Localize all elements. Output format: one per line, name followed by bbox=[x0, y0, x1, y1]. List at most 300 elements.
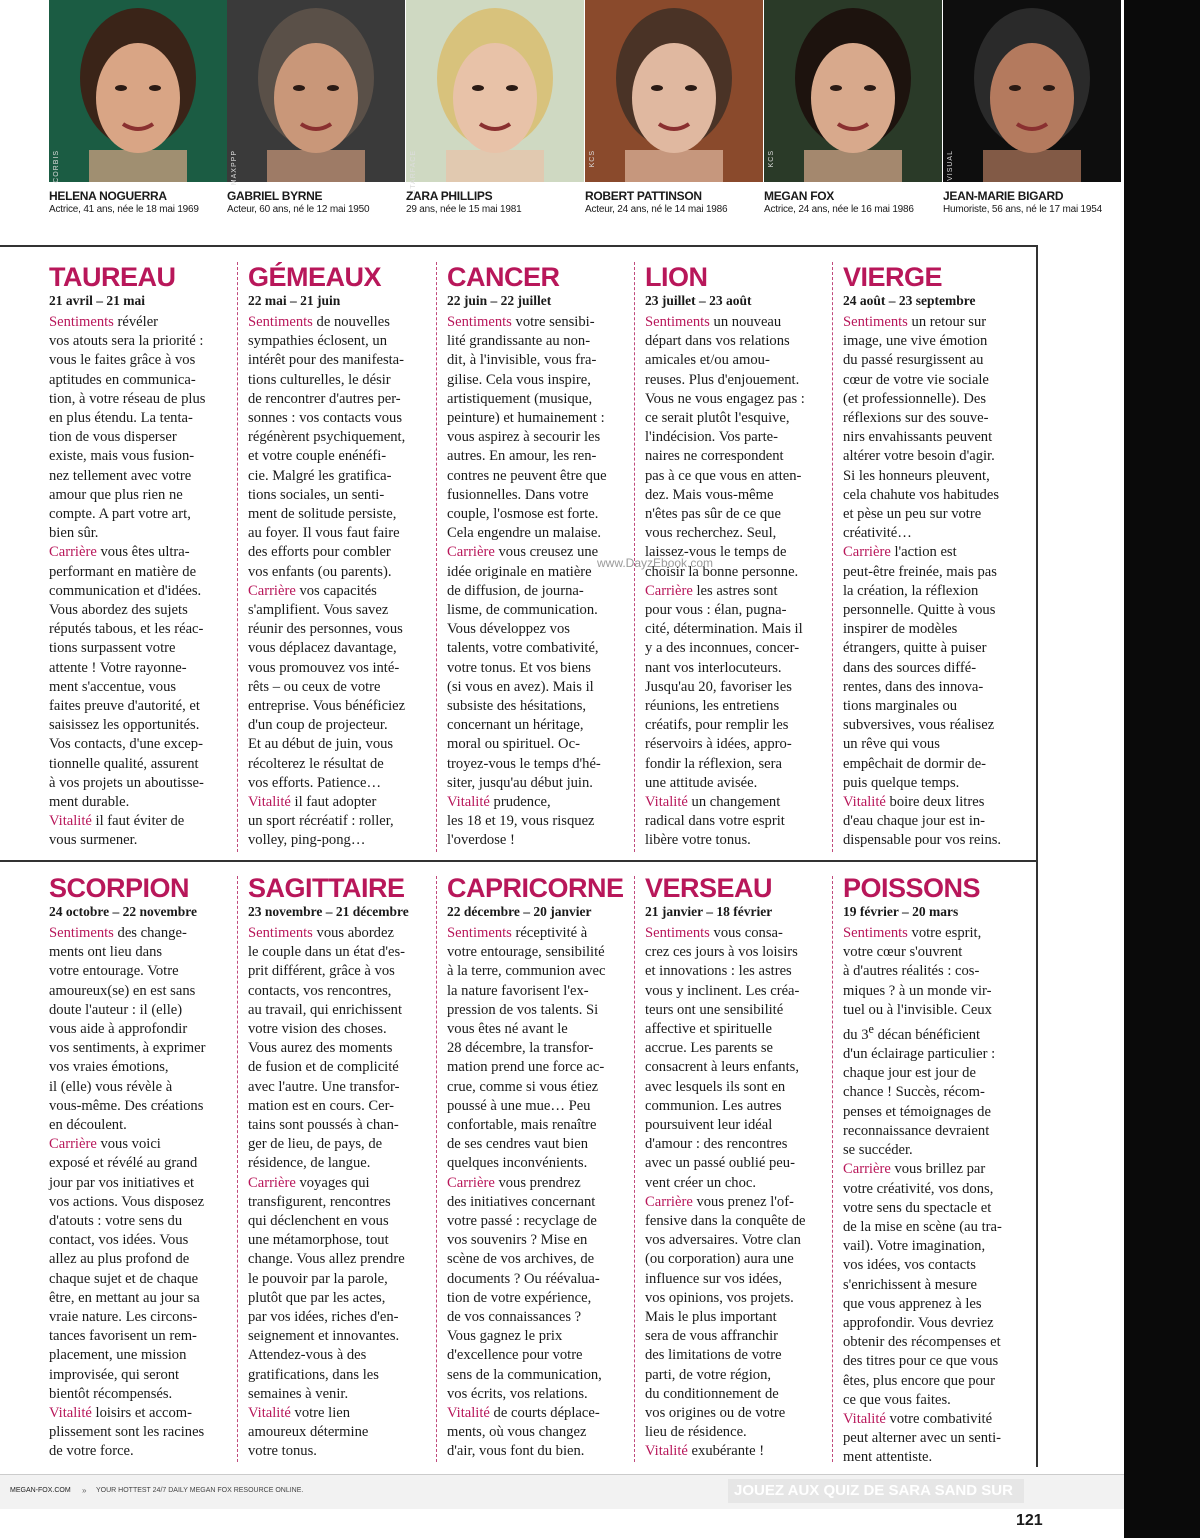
text-line: poursuivent leur idéal bbox=[645, 1117, 773, 1134]
text-line: fensive dans la conquête de bbox=[645, 1213, 806, 1230]
celebrity-card bbox=[406, 0, 584, 225]
text-line: Sentiments de nouvelles bbox=[248, 314, 390, 330]
text-line: (ou corporation) aura une bbox=[645, 1251, 794, 1268]
text-line: ce que vous faites. bbox=[843, 1391, 951, 1408]
text-line: nirs envahissants peuvent bbox=[843, 429, 993, 446]
text-line: mation prend une force ac- bbox=[447, 1059, 605, 1076]
sign-title: TAUREAU bbox=[49, 262, 176, 292]
page-edge-strip bbox=[1124, 0, 1200, 1538]
text-line: Vitalité il faut adopter bbox=[248, 794, 377, 811]
text-line: Vitalité votre combativité bbox=[843, 1410, 993, 1427]
text-line: Vous gagnez le prix bbox=[447, 1328, 563, 1345]
text-line: communication et d'idées. bbox=[49, 582, 202, 599]
text-line: Sentiments un nouveau bbox=[645, 314, 782, 330]
text-line: talents, votre combativité, bbox=[447, 640, 599, 657]
sign-dates: 24 août – 23 septembre bbox=[843, 293, 976, 308]
text-line: ment attentiste. bbox=[843, 1449, 933, 1466]
text-line: Vitalité il faut éviter de bbox=[49, 813, 185, 830]
text-line: des titres pour ce que vous bbox=[843, 1353, 999, 1370]
celebrity-photo bbox=[585, 0, 763, 182]
text-line: vous surmener. bbox=[49, 832, 138, 849]
text-line: contres ne peuvent être que bbox=[447, 467, 607, 484]
text-line: Vous abordez des sujets bbox=[49, 602, 188, 619]
footer-bar bbox=[0, 1474, 1124, 1509]
text-line: amicales et/ou amou- bbox=[645, 352, 770, 369]
text-line: régénèrent psychiquement, bbox=[248, 429, 406, 446]
text-line: contacts, vos rencontres, bbox=[248, 982, 392, 999]
text-line: choisir la bonne personne. bbox=[645, 563, 799, 580]
text-line: d'air, vous font du bien. bbox=[447, 1443, 585, 1460]
sign-title: POISSONS bbox=[843, 873, 981, 903]
text-line: Mais le plus important bbox=[645, 1309, 777, 1326]
text-line: Et au début de juin, vous bbox=[248, 736, 394, 753]
sign-text bbox=[645, 313, 823, 851]
text-line: doute l'auteur : il (elle) bbox=[49, 1001, 183, 1018]
sign-text bbox=[248, 924, 426, 1462]
footer-arrow-icon: » bbox=[82, 1486, 87, 1495]
text-line: étrangers, quitte à puiser bbox=[843, 640, 987, 657]
text-line: documents ? Ou réévalua- bbox=[447, 1270, 600, 1287]
text-line: sympathies éclosent, un bbox=[248, 333, 388, 350]
text-line: l'indécision. Vos parte- bbox=[645, 429, 779, 446]
text-line: vraie nature. Les circons- bbox=[49, 1309, 198, 1326]
celebrity-info: Acteur, 24 ans, né le 14 mai 1986 bbox=[585, 204, 728, 215]
sign-sagittaire bbox=[248, 873, 426, 1462]
text-line: performant en matière de bbox=[49, 563, 197, 580]
text-line: vous êtes né avant le bbox=[447, 1021, 568, 1038]
celebrity-photo bbox=[943, 0, 1121, 182]
celebrity-card bbox=[764, 0, 942, 225]
text-line: attente ! Votre rayonne- bbox=[49, 659, 187, 676]
text-line: chance ! Succès, récom- bbox=[843, 1084, 985, 1101]
sign-title: SCORPION bbox=[49, 873, 190, 903]
text-line: Carrière vous brillez par bbox=[843, 1161, 986, 1178]
text-line: il (elle) vous révèle à bbox=[49, 1078, 173, 1095]
text-line: cité, détermination. Mais il bbox=[645, 621, 803, 638]
text-line: avec un passé oublié peu- bbox=[645, 1155, 795, 1172]
text-line: vos idées, vos contacts bbox=[843, 1257, 976, 1274]
text-line: quelques inconvénients. bbox=[447, 1155, 588, 1172]
text-line: chaque sujet et de chaque bbox=[49, 1270, 199, 1287]
text-line: allez au plus profond de bbox=[49, 1251, 190, 1268]
text-line: des efforts pour combler bbox=[248, 544, 391, 561]
text-line: l'overdose ! bbox=[447, 832, 515, 849]
text-line: vous déplacez davantage, bbox=[248, 640, 397, 657]
text-line: en plus étendu. La tenta- bbox=[49, 410, 193, 427]
text-line: dispensable pour vos reins. bbox=[843, 832, 1002, 849]
text-line: vous promouvez vos inté- bbox=[248, 659, 400, 676]
text-line: existe, mais vous fusion- bbox=[49, 448, 195, 465]
text-line: se succéder. bbox=[843, 1142, 913, 1159]
text-line: vous-même. Des créations bbox=[49, 1097, 204, 1114]
sign-title: GÉMEAUX bbox=[248, 262, 382, 292]
grid-middle-rule bbox=[0, 860, 1038, 862]
text-line: peinture) et humainement : bbox=[447, 410, 605, 427]
text-line: (et professionnelle). Des bbox=[843, 390, 987, 407]
text-line: vos origines ou de votre bbox=[645, 1405, 786, 1422]
text-line: d'excellence pour votre bbox=[447, 1347, 583, 1364]
text-line: subsiste des hésitations, bbox=[447, 698, 587, 715]
text-line: du 3e décan bénéficient bbox=[843, 1022, 981, 1043]
text-line: reconnaissance devraient bbox=[843, 1122, 990, 1139]
text-line: mation est en cours. Cer- bbox=[248, 1097, 395, 1114]
text-line: vos adversaires. Votre clan bbox=[645, 1232, 801, 1249]
text-line: Vitalité prudence, bbox=[447, 794, 551, 811]
text-line: peut-être freinée, mais pas bbox=[843, 563, 997, 580]
photo-credit: KCS bbox=[768, 150, 775, 168]
photo-credit: STARFACE bbox=[410, 150, 417, 195]
text-line: Carrière voyages qui bbox=[248, 1174, 370, 1191]
text-line: ment de solitude persiste, bbox=[248, 506, 397, 523]
text-line: influence sur vos idées, bbox=[645, 1270, 782, 1287]
text-line: Vitalité loisirs et accom- bbox=[49, 1405, 192, 1422]
text-line: artistiquement (musique, bbox=[447, 390, 593, 407]
text-line: et votre couple enénéfi- bbox=[248, 448, 387, 465]
text-line: compte. A part votre art, bbox=[49, 506, 191, 523]
text-line: ment s'accentue, vous bbox=[49, 678, 177, 695]
text-line: Vitalité boire deux litres bbox=[843, 794, 985, 811]
text-line: de vos connaissances ? bbox=[447, 1309, 582, 1326]
text-line: vos souvenirs ? Mise en bbox=[447, 1232, 588, 1249]
text-line: tion de votre expérience, bbox=[447, 1289, 592, 1306]
sign-title: LION bbox=[645, 262, 708, 292]
text-line: Carrière vous creusez une bbox=[447, 544, 599, 561]
text-line: avec l'autre. Une transfor- bbox=[248, 1078, 400, 1095]
text-line: vent créer un choc. bbox=[645, 1174, 757, 1191]
sign-scorpion bbox=[49, 873, 227, 1462]
text-line: lieu de résidence. bbox=[645, 1424, 747, 1441]
text-line: Vous aurez des moments bbox=[248, 1040, 393, 1057]
photo-credit: MAXPPP bbox=[231, 150, 238, 186]
text-line: votre entourage, sensibilité bbox=[447, 944, 605, 961]
text-line: d'un coup de projecteur. bbox=[248, 717, 388, 734]
text-line: réputés tabous, et les réac- bbox=[49, 621, 204, 638]
text-line: consacrent à leurs enfants, bbox=[645, 1059, 799, 1076]
text-line: tion de vous disperser bbox=[49, 429, 177, 446]
sign-dates: 22 mai – 21 juin bbox=[248, 293, 341, 308]
sign-title: CANCER bbox=[447, 262, 560, 292]
text-line: êtes, plus encore que pour bbox=[843, 1372, 995, 1389]
text-line: parti, de votre région, bbox=[645, 1366, 772, 1383]
text-line: votre tonus. Et vos biens bbox=[447, 659, 591, 676]
text-line: communion. Les autres bbox=[645, 1097, 782, 1114]
text-line: les 18 et 19, vous risquez bbox=[447, 813, 595, 830]
text-line: Carrière vous voici bbox=[49, 1136, 161, 1153]
text-line: affective et spirituelle bbox=[645, 1021, 772, 1038]
text-line: ger de lieu, de pays, de bbox=[248, 1136, 383, 1153]
text-line: obtenir des récompenses et bbox=[843, 1334, 1001, 1351]
text-line: contact, vos idées. Vous bbox=[49, 1232, 189, 1249]
text-line: bientôt récompensés. bbox=[49, 1385, 173, 1402]
text-line: accrue. Les parents se bbox=[645, 1040, 774, 1057]
text-line: de fusion et de complicité bbox=[248, 1059, 399, 1076]
celebrity-info: 29 ans, née le 15 mai 1981 bbox=[406, 204, 522, 215]
text-line: faites preuve d'autorité, et bbox=[49, 698, 200, 715]
text-line: votre cœur s'ouvrent bbox=[843, 944, 963, 961]
text-line: Carrière les astres sont bbox=[645, 582, 778, 599]
text-line: résidence, de langue. bbox=[248, 1155, 371, 1172]
text-line: Carrière vous êtes ultra- bbox=[49, 544, 190, 561]
text-line: altérer votre besoin d'agir. bbox=[843, 448, 995, 465]
text-line: tions surpassent votre bbox=[49, 640, 176, 657]
column-divider bbox=[832, 876, 833, 1462]
sign-text bbox=[645, 924, 823, 1462]
text-line: Sentiments révéler bbox=[49, 314, 159, 330]
text-line: dez. Mais vous-même bbox=[645, 486, 774, 503]
footer-slogan: YOUR HOTTEST 24/7 DAILY MEGAN FOX RESOURCE ONLINE. bbox=[96, 1487, 304, 1494]
photo-credit: KCS bbox=[589, 150, 596, 168]
text-line: de votre force. bbox=[49, 1443, 134, 1460]
sign-dates: 19 février – 20 mars bbox=[843, 904, 959, 919]
text-line: dit, à l'invisible, vous fra- bbox=[447, 352, 597, 369]
text-line: peut alterner avec un senti- bbox=[843, 1430, 1002, 1447]
column-divider bbox=[634, 876, 635, 1462]
text-line: rentes, dans des innova- bbox=[843, 678, 984, 695]
celebrity-info: Actrice, 24 ans, née le 16 mai 1986 bbox=[764, 204, 914, 215]
text-line: au travail, qui enrichissent bbox=[248, 1001, 402, 1018]
text-line: tances favorisent un rem- bbox=[49, 1328, 197, 1345]
text-line: reuses. Plus d'enjouement. bbox=[645, 371, 800, 388]
text-line: ment durable. bbox=[49, 794, 130, 811]
text-line: ments ont lieu dans bbox=[49, 944, 163, 961]
text-line: dans des sources diffé- bbox=[843, 659, 977, 676]
text-line: de la mise en scène (au tra- bbox=[843, 1218, 1002, 1235]
text-line: le couple dans un état d'es- bbox=[248, 944, 406, 961]
text-line: de ses cendres vaut bien bbox=[447, 1136, 589, 1153]
text-line: vous le faites grâce à vos bbox=[49, 352, 196, 369]
text-line: tions culturelles, le désir bbox=[248, 371, 391, 388]
sign-text bbox=[843, 924, 1021, 1468]
text-line: une attitude avisée. bbox=[645, 774, 758, 791]
sign-title: CAPRICORNE bbox=[447, 873, 624, 903]
text-line: la nature favorisent l'ex- bbox=[447, 982, 589, 999]
text-line: Sentiments un retour sur bbox=[843, 314, 987, 330]
text-line: vos opinions, vos projets. bbox=[645, 1289, 794, 1306]
text-line: vous aide à approfondir bbox=[49, 1021, 188, 1038]
celebrity-name: JEAN-MARIE BIGARD bbox=[943, 189, 1064, 203]
text-line: à d'autres réalités : cos- bbox=[843, 963, 980, 980]
text-line: Vitalité un changement bbox=[645, 794, 781, 811]
text-line: crez ces jours à vos loisirs bbox=[645, 944, 798, 961]
text-line: Carrière vous prenez l'of- bbox=[645, 1193, 794, 1210]
text-line: cœur de votre vie sociale bbox=[843, 371, 989, 388]
text-line: Vitalité de courts déplace- bbox=[447, 1405, 600, 1422]
text-line: vos atouts sera la priorité : bbox=[49, 333, 204, 350]
text-line: à vos projets un aboutisse- bbox=[49, 774, 204, 791]
text-line: n'êtes pas sûr de ce que bbox=[645, 506, 781, 523]
text-line: cie. Malgré les gratifica- bbox=[248, 467, 392, 484]
celebrity-strip bbox=[49, 0, 1124, 225]
text-line: réflexions sur des souve- bbox=[843, 410, 989, 427]
text-line: change. Vous allez prendre bbox=[248, 1251, 405, 1268]
sign-taureau bbox=[49, 262, 227, 851]
photo-credit: CORBIS bbox=[53, 150, 60, 183]
text-line: vous y inclinent. Les créa- bbox=[645, 982, 800, 999]
text-line: approfondir. Vous devriez bbox=[843, 1314, 994, 1331]
sign-gemeaux bbox=[248, 262, 426, 851]
celebrity-info: Acteur, 60 ans, né le 12 mai 1950 bbox=[227, 204, 370, 215]
text-line: des limitations de votre bbox=[645, 1347, 782, 1364]
sign-text bbox=[843, 313, 1021, 851]
text-line: tionnelle qualité, assurent bbox=[49, 755, 199, 772]
text-line: Sentiments vous abordez bbox=[248, 925, 394, 941]
text-line: que vous apprenez à les bbox=[843, 1295, 982, 1312]
text-line: Jusqu'au 20, favoriser les bbox=[645, 678, 792, 695]
text-line: Carrière l'action est bbox=[843, 544, 957, 561]
column-divider bbox=[436, 262, 437, 852]
sign-text bbox=[447, 924, 625, 1462]
text-line: vos écrits, vos relations. bbox=[447, 1385, 588, 1402]
text-line: transfigurent, rencontres bbox=[248, 1193, 391, 1210]
text-line: pression de vos talents. Si bbox=[447, 1001, 599, 1018]
text-line: réunions, les entretiens bbox=[645, 698, 780, 715]
text-line: Si les honneurs pleuvent, bbox=[843, 467, 990, 484]
text-line: plissement sont les racines bbox=[49, 1424, 205, 1441]
text-line: réunir des personnes, vous bbox=[248, 621, 403, 638]
text-line: rêts – ou ceux de votre bbox=[248, 678, 381, 695]
text-line: jour par vos initiatives et bbox=[49, 1174, 195, 1191]
text-line: gratifications, dans les bbox=[248, 1366, 379, 1383]
text-line: amoureux détermine bbox=[248, 1424, 369, 1441]
text-line: le pouvoir par la parole, bbox=[248, 1270, 388, 1287]
celebrity-photo bbox=[764, 0, 942, 182]
text-line: s'enrichissent à mesure bbox=[843, 1276, 977, 1293]
text-line: crue, comme si vous étiez bbox=[447, 1078, 599, 1095]
text-line: Carrière vos capacités bbox=[248, 582, 377, 599]
column-divider bbox=[436, 876, 437, 1462]
text-line: miques ? à un monde vir- bbox=[843, 982, 992, 999]
text-line: gilise. Cela vous inspire, bbox=[447, 371, 591, 388]
text-line: libère votre tonus. bbox=[645, 832, 751, 849]
text-line: votre sens du spectacle et bbox=[843, 1199, 992, 1216]
celebrity-card bbox=[227, 0, 405, 225]
text-line: Vos contacts, d'une excep- bbox=[49, 736, 203, 753]
sign-dates: 23 novembre – 21 décembre bbox=[248, 904, 409, 919]
text-line: Sentiments des change- bbox=[49, 925, 187, 941]
text-line: Sentiments réceptivité à bbox=[447, 925, 588, 941]
text-line: créatifs, pour remplir les bbox=[645, 717, 789, 734]
text-line: naires ne correspondent bbox=[645, 448, 784, 465]
text-line: vous recherchez. Seul, bbox=[645, 525, 777, 542]
sign-dates: 21 janvier – 18 février bbox=[645, 904, 773, 919]
celebrity-card bbox=[943, 0, 1121, 225]
text-line: couple, l'osmose est forte. bbox=[447, 506, 599, 523]
sign-text bbox=[248, 313, 426, 851]
celebrity-name: ROBERT PATTINSON bbox=[585, 189, 702, 203]
text-line: par vos idées, riches d'en- bbox=[248, 1309, 399, 1326]
text-line: concernant un héritage, bbox=[447, 717, 584, 734]
text-line: inspirer de modèles bbox=[843, 621, 958, 638]
text-line: une métamorphose, tout bbox=[248, 1232, 389, 1249]
text-line: votre vision des choses. bbox=[248, 1021, 387, 1038]
celebrity-card bbox=[585, 0, 763, 225]
text-line: avec lesquels ils sont en bbox=[645, 1078, 786, 1095]
text-line: Vitalité votre lien bbox=[248, 1405, 351, 1422]
text-line: amour que plus rien ne bbox=[49, 486, 183, 503]
text-line: Cela engendre un malaise. bbox=[447, 525, 601, 542]
sign-dates: 22 juin – 22 juillet bbox=[447, 293, 552, 308]
grid-top-rule bbox=[0, 245, 1038, 247]
text-line: prit différent, grâce à vos bbox=[248, 963, 395, 980]
text-line: votre tonus. bbox=[248, 1443, 317, 1460]
text-line: ments, où vous changez bbox=[447, 1424, 587, 1441]
text-line: vos vraies émotions, bbox=[49, 1059, 169, 1076]
text-line: s'amplifient. Vous savez bbox=[248, 602, 389, 619]
text-line: tion, à votre réseau de plus bbox=[49, 390, 206, 407]
celebrity-name: GABRIEL BYRNE bbox=[227, 189, 323, 203]
text-line: Vitalité exubérante ! bbox=[645, 1443, 765, 1460]
text-line: vous aspirez à secourir les bbox=[447, 429, 601, 446]
sign-text bbox=[49, 313, 227, 851]
text-line: sonnes : vos contacts vous bbox=[248, 410, 403, 427]
text-line: qui déclenchent en vous bbox=[248, 1213, 389, 1230]
sign-dates: 23 juillet – 23 août bbox=[645, 293, 752, 308]
sign-title: VIERGE bbox=[843, 262, 943, 292]
watermark: www.DayzEbook.com bbox=[597, 556, 714, 570]
column-divider bbox=[237, 262, 238, 852]
quiz-banner[interactable]: JOUEZ AUX QUIZ DE SARA SAND SUR bbox=[728, 1479, 1024, 1503]
text-line: seignement et innovantes. bbox=[248, 1328, 400, 1345]
text-line: Sentiments vous consa- bbox=[645, 925, 783, 941]
text-line: troyez-vous le temps d'hé- bbox=[447, 755, 601, 772]
text-line: pour vous : élan, pugna- bbox=[645, 602, 787, 619]
page-number: 121 bbox=[1016, 1512, 1043, 1529]
text-line: vos enfants (ou parents). bbox=[248, 563, 392, 580]
text-line: nez tellement avec votre bbox=[49, 467, 192, 484]
text-line: amoureux(se) en est sans bbox=[49, 982, 196, 999]
text-line: Sentiments votre sensibi- bbox=[447, 314, 595, 330]
text-line: Sentiments votre esprit, bbox=[843, 925, 982, 941]
footer-site[interactable]: MEGAN-FOX.COM bbox=[10, 1487, 71, 1494]
text-line: à la terre, communion avec bbox=[447, 963, 606, 980]
text-line: penses et témoignages de bbox=[843, 1103, 991, 1120]
sign-poissons bbox=[843, 873, 1021, 1468]
text-line: la création, la réflexion bbox=[843, 582, 979, 599]
text-line: cela chahute vos habitudes bbox=[843, 486, 1000, 503]
text-line: Carrière vous prendrez bbox=[447, 1174, 581, 1191]
text-line: subversives, vous réalisez bbox=[843, 717, 995, 734]
column-divider bbox=[832, 262, 833, 852]
text-line: pas à ce que vous en atten- bbox=[645, 467, 802, 484]
text-line: exposé et révélé au grand bbox=[49, 1155, 198, 1172]
text-line: un sport récréatif : roller, bbox=[248, 813, 394, 830]
text-line: tions sociales, un senti- bbox=[248, 486, 385, 503]
text-line: tuel ou à l'invisible. Ceux bbox=[843, 1001, 992, 1018]
celebrity-info: Humoriste, 56 ans, né le 17 mai 1954 bbox=[943, 204, 1103, 215]
text-line: plutôt que par les actes, bbox=[248, 1289, 386, 1306]
text-line: nant vos interlocuteurs. bbox=[645, 659, 782, 676]
text-line: votre entourage. Votre bbox=[49, 963, 179, 980]
sign-verseau bbox=[645, 873, 823, 1462]
celebrity-name: HELENA NOGUERRA bbox=[49, 189, 167, 203]
text-line: image, une vive émotion bbox=[843, 333, 988, 350]
sign-text bbox=[447, 313, 625, 851]
text-line: confortable, mais renaître bbox=[447, 1117, 597, 1134]
celebrity-photo bbox=[49, 0, 227, 182]
text-line: y a des inconnues, concer- bbox=[645, 640, 800, 657]
text-line: siter, jusqu'au début juin. bbox=[447, 774, 593, 791]
text-line: des initiatives concernant bbox=[447, 1193, 596, 1210]
text-line: puis quelque temps. bbox=[843, 774, 960, 791]
sign-capricorne bbox=[447, 873, 625, 1462]
text-line: réservoirs à idées, appro- bbox=[645, 736, 792, 753]
text-line: teurs ont une sensibilité bbox=[645, 1001, 784, 1018]
text-line: radical dans votre esprit bbox=[645, 813, 785, 830]
sign-title: VERSEAU bbox=[645, 873, 773, 903]
text-line: tions marginales ou bbox=[843, 698, 958, 715]
celebrity-name: MEGAN FOX bbox=[764, 189, 834, 203]
text-line: du conditionnement de bbox=[645, 1385, 779, 1402]
